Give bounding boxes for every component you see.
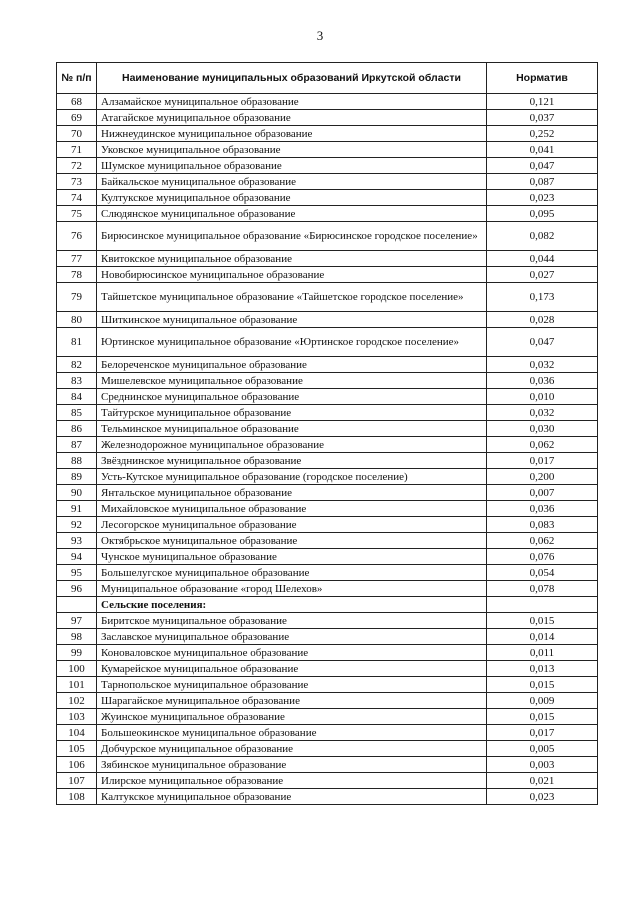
municipality-name: Муниципальное образование «город Шелехов» [97, 581, 487, 597]
table-row [57, 453, 598, 469]
norm-value: 0,121 [487, 94, 598, 110]
table-header-row [57, 63, 598, 94]
row-number: 78 [57, 267, 97, 283]
norm-value: 0,015 [487, 709, 598, 725]
norm-value: 0,032 [487, 357, 598, 373]
norm-value: 0,015 [487, 677, 598, 693]
row-number: 105 [57, 741, 97, 757]
row-number: 70 [57, 126, 97, 142]
norm-value: 0,173 [487, 283, 598, 312]
table-row [57, 645, 598, 661]
norms-table [56, 62, 598, 805]
row-number: 68 [57, 94, 97, 110]
row-number: 93 [57, 533, 97, 549]
table-row [57, 613, 598, 629]
row-number: 106 [57, 757, 97, 773]
table-row [57, 222, 598, 251]
row-number: 77 [57, 251, 97, 267]
table-row [57, 158, 598, 174]
norm-value: 0,062 [487, 437, 598, 453]
norm-value: 0,023 [487, 789, 598, 805]
header-value: Норматив [487, 63, 598, 94]
table-row [57, 581, 598, 597]
norm-value: 0,027 [487, 267, 598, 283]
municipality-name: Култукское муниципальное образование [97, 190, 487, 206]
row-number: 69 [57, 110, 97, 126]
norm-value: 0,041 [487, 142, 598, 158]
table-row [57, 251, 598, 267]
municipality-name: Квитокское муниципальное образование [97, 251, 487, 267]
municipality-name: Слюдянское муниципальное образование [97, 206, 487, 222]
norm-value: 0,036 [487, 373, 598, 389]
norm-value: 0,021 [487, 773, 598, 789]
table-row [57, 789, 598, 805]
table-row [57, 190, 598, 206]
municipality-name: Уковское муниципальное образование [97, 142, 487, 158]
row-number: 85 [57, 405, 97, 421]
norm-value: 0,013 [487, 661, 598, 677]
row-number: 94 [57, 549, 97, 565]
municipality-name: Шарагайское муниципальное образование [97, 693, 487, 709]
municipality-name: Жуинское муниципальное образование [97, 709, 487, 725]
table-row [57, 389, 598, 405]
norm-value [487, 597, 598, 613]
table-row [57, 126, 598, 142]
norm-value: 0,047 [487, 158, 598, 174]
norm-value: 0,010 [487, 389, 598, 405]
municipality-name: Биритское муниципальное образование [97, 613, 487, 629]
municipality-name: Мишелевское муниципальное образование [97, 373, 487, 389]
norm-value: 0,011 [487, 645, 598, 661]
row-number: 101 [57, 677, 97, 693]
municipality-name: Калтукское муниципальное образование [97, 789, 487, 805]
norm-value: 0,083 [487, 517, 598, 533]
row-number: 100 [57, 661, 97, 677]
table-row [57, 405, 598, 421]
municipality-name: Шиткинское муниципальное образование [97, 312, 487, 328]
table-row [57, 94, 598, 110]
table-row [57, 174, 598, 190]
norm-value: 0,037 [487, 110, 598, 126]
norm-value: 0,082 [487, 222, 598, 251]
norm-value: 0,003 [487, 757, 598, 773]
municipality-name: Лесогорское муниципальное образование [97, 517, 487, 533]
municipality-name: Алзамайское муниципальное образование [97, 94, 487, 110]
row-number: 73 [57, 174, 97, 190]
norm-value: 0,030 [487, 421, 598, 437]
norm-value: 0,017 [487, 453, 598, 469]
table-row [57, 517, 598, 533]
norm-value: 0,087 [487, 174, 598, 190]
municipality-name: Заславское муниципальное образование [97, 629, 487, 645]
row-number: 82 [57, 357, 97, 373]
header-num: № п/п [57, 63, 97, 94]
table-row [57, 312, 598, 328]
row-number: 76 [57, 222, 97, 251]
row-number: 99 [57, 645, 97, 661]
norm-value: 0,252 [487, 126, 598, 142]
norm-value: 0,200 [487, 469, 598, 485]
table-body [57, 94, 598, 805]
table-row [57, 741, 598, 757]
municipality-name: Юртинское муниципальное образование «Юртинское городское поселение» [97, 328, 487, 357]
municipality-name: Белореченское муниципальное образование [97, 357, 487, 373]
municipality-name: Большелугское муниципальное образование [97, 565, 487, 581]
header-name: Наименование муниципальных образований Иркутской области [97, 63, 487, 94]
norm-value: 0,044 [487, 251, 598, 267]
row-number: 104 [57, 725, 97, 741]
municipality-name: Атагайское муниципальное образование [97, 110, 487, 126]
municipality-name: Шумское муниципальное образование [97, 158, 487, 174]
municipality-name: Бирюсинское муниципальное образование «Бирюсинское городское поселение» [97, 222, 487, 251]
municipality-name: Кумарейское муниципальное образование [97, 661, 487, 677]
norm-value: 0,062 [487, 533, 598, 549]
municipality-name: Большеокинское муниципальное образование [97, 725, 487, 741]
row-number: 71 [57, 142, 97, 158]
municipality-name: Октябрьское муниципальное образование [97, 533, 487, 549]
norm-value: 0,005 [487, 741, 598, 757]
norm-value: 0,017 [487, 725, 598, 741]
section-title: Сельские поселения: [97, 597, 487, 613]
norm-value: 0,009 [487, 693, 598, 709]
row-number: 87 [57, 437, 97, 453]
norm-value: 0,047 [487, 328, 598, 357]
table-row [57, 110, 598, 126]
municipality-name: Звёзднинское муниципальное образование [97, 453, 487, 469]
row-number: 103 [57, 709, 97, 725]
table-row [57, 421, 598, 437]
row-number: 80 [57, 312, 97, 328]
table-row [57, 206, 598, 222]
norm-value: 0,007 [487, 485, 598, 501]
row-number: 98 [57, 629, 97, 645]
row-number: 102 [57, 693, 97, 709]
row-number: 108 [57, 789, 97, 805]
row-number: 91 [57, 501, 97, 517]
row-number: 83 [57, 373, 97, 389]
municipality-name: Тайтурское муниципальное образование [97, 405, 487, 421]
municipality-name: Среднинское муниципальное образование [97, 389, 487, 405]
table-row [57, 773, 598, 789]
municipality-name: Чунское муниципальное образование [97, 549, 487, 565]
table-row [57, 142, 598, 158]
norm-value: 0,078 [487, 581, 598, 597]
municipality-name: Нижнеудинское муниципальное образование [97, 126, 487, 142]
row-number: 97 [57, 613, 97, 629]
municipality-name: Тарнопольское муниципальное образование [97, 677, 487, 693]
municipality-name: Усть-Кутское муниципальное образование (городское поселение) [97, 469, 487, 485]
table-row [57, 549, 598, 565]
row-number: 86 [57, 421, 97, 437]
table-row [57, 677, 598, 693]
municipality-name: Коноваловское муниципальное образование [97, 645, 487, 661]
norm-value: 0,032 [487, 405, 598, 421]
table-row [57, 661, 598, 677]
table-row [57, 267, 598, 283]
municipality-name: Байкальское муниципальное образование [97, 174, 487, 190]
row-number: 74 [57, 190, 97, 206]
municipality-name: Железнодорожное муниципальное образование [97, 437, 487, 453]
table-row [57, 725, 598, 741]
row-number: 72 [57, 158, 97, 174]
row-number: 75 [57, 206, 97, 222]
row-number: 88 [57, 453, 97, 469]
row-number: 107 [57, 773, 97, 789]
table-row [57, 283, 598, 312]
municipality-name: Тайшетское муниципальное образование «Тайшетское городское поселение» [97, 283, 487, 312]
table-row [57, 357, 598, 373]
norm-value: 0,014 [487, 629, 598, 645]
table-row [57, 485, 598, 501]
municipality-name: Тельминское муниципальное образование [97, 421, 487, 437]
municipality-name: Янтальское муниципальное образование [97, 485, 487, 501]
row-number: 84 [57, 389, 97, 405]
table-row [57, 693, 598, 709]
row-number: 79 [57, 283, 97, 312]
municipality-name: Зябинское муниципальное образование [97, 757, 487, 773]
table-row [57, 565, 598, 581]
page-number: 3 [316, 28, 324, 43]
norm-value: 0,076 [487, 549, 598, 565]
row-number: 89 [57, 469, 97, 485]
municipality-name: Михайловское муниципальное образование [97, 501, 487, 517]
section-row [57, 597, 598, 613]
table-row [57, 501, 598, 517]
row-number: 92 [57, 517, 97, 533]
municipality-name: Добчурское муниципальное образование [97, 741, 487, 757]
norm-value: 0,028 [487, 312, 598, 328]
table-row [57, 437, 598, 453]
norm-value: 0,054 [487, 565, 598, 581]
row-number: 95 [57, 565, 97, 581]
row-number: 81 [57, 328, 97, 357]
table-row [57, 328, 598, 357]
row-number: 90 [57, 485, 97, 501]
table-row [57, 533, 598, 549]
table-row [57, 373, 598, 389]
row-number: 96 [57, 581, 97, 597]
table-row [57, 709, 598, 725]
table-row [57, 629, 598, 645]
norm-value: 0,015 [487, 613, 598, 629]
table-row [57, 469, 598, 485]
row-number [57, 597, 97, 613]
norm-value: 0,095 [487, 206, 598, 222]
municipality-name: Новобирюсинское муниципальное образование [97, 267, 487, 283]
municipality-name: Илирское муниципальное образование [97, 773, 487, 789]
table-row [57, 757, 598, 773]
norm-value: 0,036 [487, 501, 598, 517]
norm-value: 0,023 [487, 190, 598, 206]
